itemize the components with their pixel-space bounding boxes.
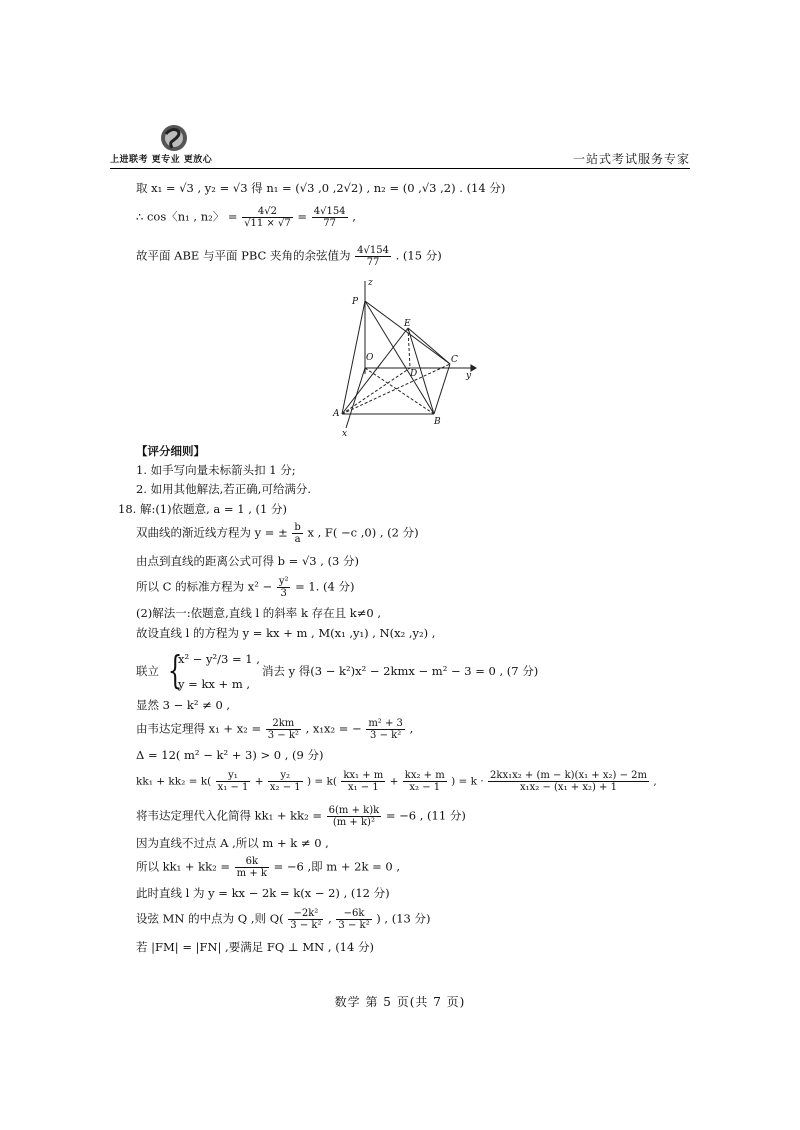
text-span: kk₁ + kk₂ = k( bbox=[136, 775, 212, 788]
axis-label-y: y bbox=[466, 371, 472, 381]
logo-slogan: 上进联考 更专业 更放心 bbox=[110, 155, 213, 165]
text-span: , bbox=[328, 911, 332, 926]
axis-label-z: z bbox=[368, 278, 373, 288]
denominator: 3 − k² bbox=[338, 920, 370, 931]
text-span: 所以 kk₁ + kk₂ = bbox=[136, 859, 230, 874]
text-line: 此时直线 l 为 y = kx − 2k = k(x − 2) , (12 分) bbox=[136, 886, 390, 900]
denominator: a bbox=[294, 534, 301, 545]
text-span: 将韦达定理代入化简得 kk₁ + kk₂ = bbox=[136, 808, 322, 823]
text-span: 双曲线的渐近线方程为 y = ± bbox=[136, 525, 288, 540]
text-span: , bbox=[653, 775, 657, 788]
denominator: √11 × √7 bbox=[244, 218, 291, 229]
denominator: m + k bbox=[236, 868, 267, 879]
numerator: m² + 3 bbox=[368, 718, 403, 729]
point-label-o: O bbox=[366, 353, 374, 363]
text-span: ) = k( bbox=[306, 775, 337, 788]
conclusion-line bbox=[136, 245, 442, 268]
numerator: 4√154 bbox=[313, 206, 346, 217]
numerator: kx₁ + m bbox=[343, 770, 384, 781]
fraction bbox=[268, 770, 303, 793]
numerator: y₂ bbox=[268, 770, 303, 782]
denominator: 3 bbox=[280, 588, 287, 599]
asymptote-line bbox=[136, 522, 419, 545]
rubric-title: 【评分细则】 bbox=[136, 444, 205, 458]
page-footer: 数学 第 5 页(共 7 页) bbox=[334, 995, 466, 1009]
text-span: = −6 , (11 分) bbox=[385, 808, 466, 823]
text-span: 所以 C 的标准方程为 x² − bbox=[136, 579, 273, 594]
text-span: , bbox=[409, 721, 414, 736]
axis-label-x: x bbox=[342, 429, 348, 438]
fraction bbox=[277, 576, 291, 599]
text-span: ) = k · bbox=[451, 775, 484, 788]
denominator: 3 − k² bbox=[290, 920, 322, 931]
text-span: , bbox=[352, 209, 356, 224]
point-label-a: A bbox=[333, 409, 340, 419]
substitution-line bbox=[136, 805, 466, 828]
fraction bbox=[235, 856, 269, 879]
fraction bbox=[266, 718, 301, 741]
text-span: = −6 ,即 m + 2k = 0 , bbox=[273, 859, 401, 874]
rubric-item: 2. 如用其他解法,若正确,可给满分. bbox=[136, 482, 312, 496]
text-span: ) , (13 分) bbox=[376, 911, 431, 926]
denominator: 77 bbox=[323, 218, 336, 229]
system-eq-bottom: y = kx + m , bbox=[178, 677, 251, 691]
numerator: y₁ bbox=[216, 770, 251, 782]
numerator: 6(m + k)k bbox=[328, 805, 380, 816]
fraction bbox=[327, 805, 382, 828]
denominator: 3 − k² bbox=[370, 730, 402, 741]
text-span: ∴ cos〈n₁ , n₂〉 = bbox=[136, 209, 238, 224]
vieta-line bbox=[136, 718, 413, 741]
text-line: (2)解法一:依题意,直线 l 的斜率 k 存在且 k≠0 , bbox=[136, 606, 381, 620]
fraction bbox=[366, 718, 405, 741]
system-brace: { bbox=[167, 648, 183, 692]
fraction bbox=[216, 770, 251, 793]
denominator: 77 bbox=[366, 257, 380, 268]
text-line: 因为直线不过点 A ,所以 m + k ≠ 0 , bbox=[136, 836, 329, 850]
fraction bbox=[341, 770, 385, 793]
pyramid-figure bbox=[330, 276, 480, 438]
numerator: y² bbox=[278, 576, 289, 587]
midpoint-line bbox=[136, 908, 430, 931]
text-line: 由点到直线的距离公式可得 b = √3 , (3 分) bbox=[136, 554, 360, 568]
point-label-d: D bbox=[410, 369, 418, 379]
denominator: x₂ − 1 bbox=[269, 782, 301, 793]
system-result: 消去 y 得(3 − k²)x² − 2kmx − m² − 3 = 0 , (7 分) bbox=[262, 664, 539, 678]
fraction bbox=[242, 206, 293, 229]
standard-eq-line bbox=[136, 576, 355, 599]
fraction bbox=[488, 770, 649, 793]
text-line: 故设直线 l 的方程为 y = kx + m , M(x₁ ,y₁) , N(x₂ ,y₂) , bbox=[136, 626, 436, 640]
fraction bbox=[288, 908, 323, 931]
numerator: −6k bbox=[336, 908, 371, 920]
point-label-c: C bbox=[451, 355, 458, 365]
fraction bbox=[403, 770, 447, 793]
numerator: b bbox=[294, 522, 301, 533]
result-line bbox=[136, 856, 400, 879]
text-span: + bbox=[254, 775, 264, 788]
denominator: 3 − k² bbox=[267, 730, 299, 741]
question-18-start: 18. 解:(1)依题意, a = 1 , (1 分) bbox=[118, 502, 287, 516]
text-span: 故平面 ABE 与平面 PBC 夹角的余弦值为 bbox=[136, 248, 351, 263]
text-span: x , F( −c ,0) , (2 分) bbox=[307, 525, 419, 540]
numerator: 6k bbox=[235, 856, 269, 868]
denominator: x₂ − 1 bbox=[409, 782, 441, 793]
text-span: , x₁x₂ = − bbox=[305, 721, 362, 736]
point-label-p: P bbox=[352, 297, 359, 307]
text-span: = 1. (4 分) bbox=[295, 579, 355, 594]
point-label-b: B bbox=[434, 417, 441, 427]
numerator: 4√154 bbox=[357, 245, 389, 256]
fraction bbox=[355, 245, 391, 268]
numerator: −2k² bbox=[288, 908, 323, 920]
text-span: . (15 分) bbox=[395, 248, 442, 263]
header-divider bbox=[110, 168, 690, 169]
fraction bbox=[312, 206, 348, 229]
fraction bbox=[336, 908, 371, 931]
page-header bbox=[110, 122, 690, 170]
denominator: x₁ − 1 bbox=[217, 782, 249, 793]
text-span: + bbox=[389, 775, 399, 788]
system-eq-top: x² − y²/3 = 1 , bbox=[178, 652, 260, 666]
denominator: x₁ − 1 bbox=[347, 782, 379, 793]
header-tagline: 一站式考试服务专家 bbox=[572, 152, 690, 166]
text-span: 由韦达定理得 x₁ + x₂ = bbox=[136, 721, 262, 736]
numerator: 2kx₁x₂ + (m − k)(x₁ + x₂) − 2m bbox=[490, 770, 647, 781]
point-label-e: E bbox=[404, 319, 411, 329]
text-span: = bbox=[297, 209, 308, 224]
numerator: 4√2 bbox=[242, 206, 293, 218]
numerator: kx₂ + m bbox=[404, 770, 445, 781]
text-line: 若 |FM| = |FN| ,要满足 FQ ⊥ MN , (14 分) bbox=[136, 940, 374, 954]
cos-line bbox=[136, 206, 356, 229]
fraction bbox=[292, 522, 302, 545]
rubric-item: 1. 如手写向量未标箭头扣 1 分; bbox=[136, 463, 296, 477]
text-span: 设弦 MN 的中点为 Q ,则 Q( bbox=[136, 911, 284, 926]
text-line: 显然 3 − k² ≠ 0 , bbox=[136, 698, 231, 712]
text-line: 取 x₁ = √3 , y₂ = √3 得 n₁ = (√3 ,0 ,2√2) , n₂ = (0 ,√3 ,2) . (14 分) bbox=[136, 181, 506, 195]
text-line: Δ = 12( m² − k² + 3) > 0 , (9 分) bbox=[136, 748, 324, 762]
denominator: (m + k)² bbox=[332, 817, 375, 828]
system-label: 联立 bbox=[136, 664, 159, 678]
denominator: x₁x₂ − (x₁ + x₂) + 1 bbox=[520, 782, 617, 793]
slope-sum-line bbox=[136, 770, 657, 793]
numerator: 2km bbox=[266, 718, 301, 730]
